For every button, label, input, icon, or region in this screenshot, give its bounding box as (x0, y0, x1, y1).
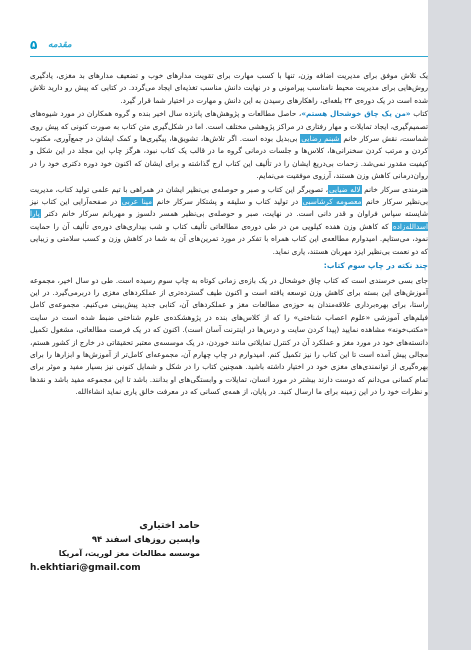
organization: موسسه مطالعات مغز لوریت، آمریکا (58, 549, 200, 558)
section-heading: چند نکته در چاپ سوم کتاب: (323, 261, 428, 271)
page-number: ۵ (30, 38, 38, 52)
signature-block (30, 519, 200, 575)
page-side-band (428, 0, 471, 650)
highlight-name: معصومه کرشاسبی (302, 197, 362, 207)
author-name: حامد اختیاری (139, 520, 200, 531)
paragraph-1: یک تلاش موفق برای مدیریت اضافه وزن، تنها با کسب مهارت برای تقویت مدارهای خوب و تضعیف مدارهای بد مغزی، یادگیری روش‌هایی برای مدیریت محیط نامناسب پیرامونی و در نهایت دانش مناسب تغذیه‌ای ایجاد می‌گردد. در کتابی که پیش رو دارید تلاش شده است در یک دوره‌ی ۲۴ بلغه‌ای، راهکارهای رسیدن به این دانش و مهارت در اختیار شما قرار گیرد. (30, 71, 428, 105)
highlight-name: لاله ضیایی (328, 184, 361, 194)
highlight-name: پارا اسدالله‌زاده (30, 209, 429, 231)
book-title: «من یک چاق خوشحال هستم» (301, 109, 411, 119)
body-text (30, 70, 428, 400)
header-rule (30, 56, 428, 57)
chapter-title: مقدمه (48, 40, 72, 50)
paragraph-4: جای بسی خرسندی است که کتاب چاق خوشحال در یک بازه‌ی زمانی کوتاه به چاپ سوم رسیده است. طی دو سال اخیر، مجموعه آموزش‌های این بسته برای کاهش وزن توسعه یافته است و اکنون طیف گسترده‌تری از عملکردهای مغزی را دربرمی‌گیرد. در این راستا، برای بهره‌برداری علاقه‌مندان به حوزه‌ی مطالعات مغز و عملکردهای آن، کتابی جدید پیش‌بینی می‌کنیم. مجموعه‌ی کامل فیلم‌های آموزشی «علوم اعصاب شناختی» را که از کلاس‌های بنده در پژوهشکده‌ی علوم شناختی ضبط شده است در سایت «مکتب‌خونه» مشاهده نمایید (پیدا کردن سایت و درس‌ها در اینترنت آسان است). اکنون که در یک فرصت مطالعاتی، مشغول تکمیل دانسته‌های خود در مورد مغز و عملکرد آن در کنترل تمایلاتی مانند خوردن، در یک موسسه‌ی معتبر تحقیقاتی در خارج از کشور هستم، مجالی پیش آمده است تا این کتاب را نیز تکمیل کنم. امیدوارم در چاپ چهارم آن، مجموعه‌ای کامل‌تر از آموزش‌ها و ابزارها را برای بهره‌گیری از توانمندی‌های مغزی خود در اختیار داشته باشید. همچنین کتاب را در شکل و شمایل کنونی نیز بسیار مفید و موثر برای تمام کسانی می‌دانم که دوست دارند بیشتر در مورد انسان، تمایلات و وابستگی‌های او بدانند. باشد تا این مجموعه مفید باشد و نقد‌ها و نظرات خود را در این زمینه برای ما ارسال کنید. در پایان، از همه‌ی کسانی که در معرفت خالق یاری نماید انشاءالله. (30, 275, 428, 397)
highlight-name: مینا عربی (121, 197, 153, 207)
paragraph-3: هنرمندی سرکار خانم لاله ضیایی، تصویرگر این کتاب و صبر و حوصله‌ی بی‌نظیر ایشان در همراهی با تیم علمی تولید کتاب، مدیریت بی‌نظیر سرکار خانم معصومه کرشاسبی در تولید کتاب و سلیقه و پشتکار سرکار خانم مینا عربی در صفحه‌آرایی این کتاب نیز شایسته سپاس فراوان و قدر دانی است. در نهایت، صبر و حوصله‌ی بی‌نظیر همسر دلسوز و مهربانم سرکار خانم دکتر پارا اسدالله‌زاده که کاهش وزن هفده کیلویی من در طی دوره‌ی مطالعاتی تألیف کتاب و شب بیداری‌های دوره‌ی تألیف آن را حمایت نمود، می‌ستایم. امیدوارم مطالعه‌ی این کتاب همراه با تفکر در مورد تمرین‌های آن به شما در کاهش وزن و کسب سلامتی و زیبایی که دو نعمت بی‌نظیر ایزد مهربان هستند، یاری نماید. (30, 184, 429, 256)
email-address: h.ekhtiari@gmail.com (30, 563, 141, 573)
signature-date: واپسین روزهای اسفند ۹۴ (91, 535, 200, 545)
paragraph-2: کتاب «من یک چاق خوشحال هستم»، حاصل مطالعات و پژوهش‌های پانزده سال اخیر بنده و گروه همکاران در مورد شیوه‌های تصمیم‌گیری، ایجاد تمایلات و مهار رفتاری در مراکز پژوهشی مختلف است. اما در شکل‌گیری متن کتاب به صورت کنونی که پیش روی شماست، نقش سرکار خانم شبنم رضایی بی‌بدیل بوده است. اگر تلاش‌ها، تشویق‌ها، پیگیری‌ها و کمک ایشان در جمع‌آوری، مکتوب کردن و مرتب کردن سخنرانی‌ها، کلاس‌ها و جلسات درمانی گروه ما در قالب یک کتاب نبود، هرگز چاپ این مجلد در این شکل و کیفیت مقدور نمی‌شد. زحمات بی‌دریغ ایشان را در تألیف این کتاب ارج گذاشته و برای ایشان که اکنون خود دوره دکتری خود را در روان‌درمانی کاهش وزن هستند، آرزوی موفقیت می‌نمایم. (30, 109, 429, 181)
highlight-name: شبنم رضایی (301, 134, 340, 144)
